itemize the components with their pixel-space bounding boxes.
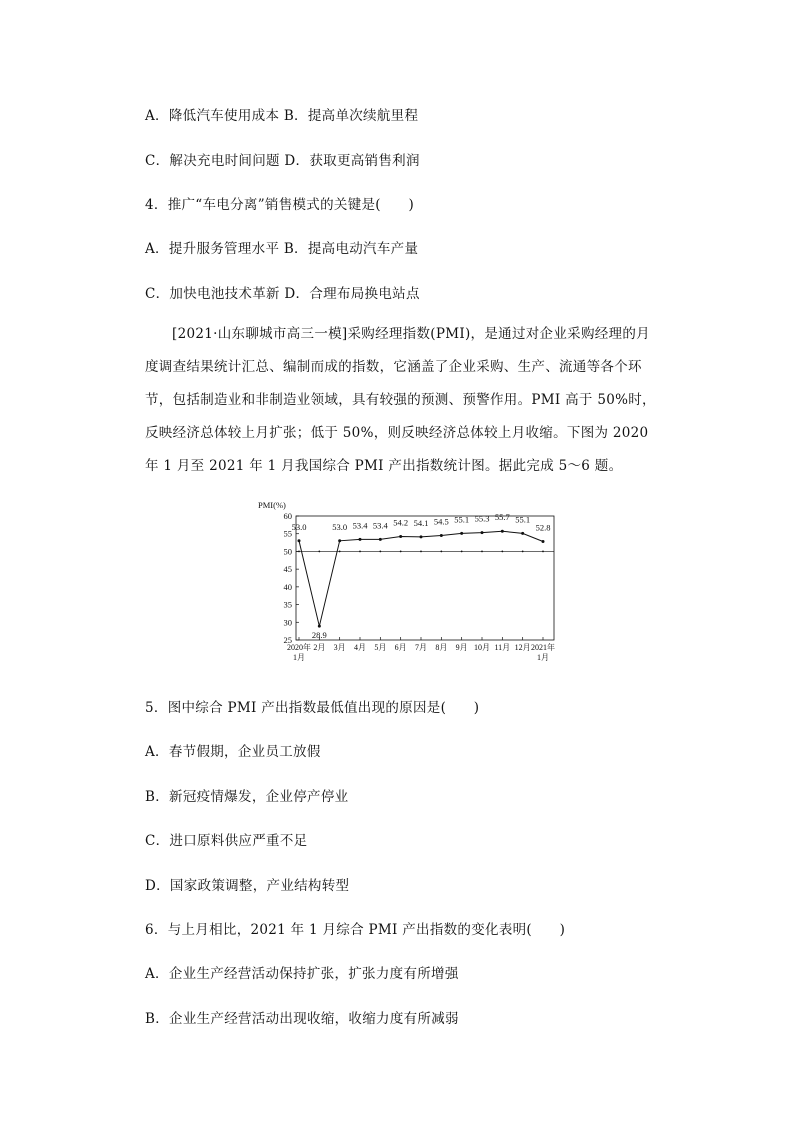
value-label: 53.0 — [332, 521, 348, 532]
q6-stem: 6．与上月相比，2021 年 1 月综合 PMI 产出指数的变化表明( ) — [145, 922, 566, 938]
reference-dot — [522, 551, 524, 553]
reference-dot — [298, 551, 300, 553]
pmi-points — [298, 530, 545, 628]
value-label: 55.3 — [474, 513, 490, 524]
q3-options-ab: A．降低汽车使用成本 B．提高单次续航里程 — [145, 108, 419, 124]
chart-ylabel: PMI(%) — [258, 500, 286, 510]
x-tick-label: 10月 — [474, 643, 490, 652]
pmi-series-line — [299, 531, 543, 626]
q5-option-a: A．春节假期，企业员工放假 — [145, 744, 321, 760]
data-point — [440, 534, 443, 537]
data-point — [501, 530, 504, 533]
value-label: 55.1 — [515, 514, 531, 525]
x-tick-label: 2021年 — [531, 643, 555, 652]
q6-option-a: A．企业生产经营活动保持扩张，扩张力度有所增强 — [145, 966, 459, 982]
y-tick-label: 45 — [283, 564, 292, 575]
reference-dot — [339, 551, 341, 553]
value-label: 28.9 — [311, 630, 327, 641]
data-point — [318, 625, 321, 628]
x-tick-label: 4月 — [354, 643, 366, 652]
y-tick-label: 35 — [283, 599, 292, 610]
q5-option-d: D．国家政策调整，产业结构转型 — [145, 878, 350, 894]
plot-frame — [296, 513, 554, 640]
x-tick-label: 8月 — [435, 643, 448, 652]
x-tick-label: 6月 — [394, 643, 407, 652]
reference-dot — [501, 551, 503, 553]
x-tick-label: 3月 — [333, 643, 346, 652]
value-label: 53.0 — [291, 521, 307, 532]
data-point — [359, 538, 362, 541]
y-tick-label: 60 — [283, 511, 292, 521]
data-point — [379, 538, 382, 541]
x-tick-label: 2020年 — [287, 643, 311, 652]
q4-stem: 4．推广“车电分离”销售模式的关键是( ) — [145, 197, 415, 213]
data-point — [460, 532, 463, 535]
y-tick-label: 55 — [283, 528, 292, 539]
value-label: 53.4 — [372, 520, 388, 531]
x-tick-label-sub: 1月 — [293, 653, 305, 662]
data-point — [521, 532, 524, 535]
q5-stem: 5．图中综合 PMI 产出指数最低值出现的原因是( ) — [145, 700, 480, 716]
x-tick-label: 12月 — [514, 643, 531, 652]
x-tick-label: 7月 — [415, 643, 427, 652]
intro-paragraph — [145, 318, 659, 483]
y-tick-label: 40 — [283, 581, 292, 592]
x-tick-label: 9月 — [455, 643, 468, 652]
data-point — [542, 540, 545, 543]
reference-dot — [542, 551, 544, 553]
reference-dot — [318, 551, 320, 553]
value-labels — [292, 512, 551, 640]
y-tick-label: 25 — [283, 635, 292, 645]
q3-options-cd: C．解决充电时间问题 D．获取更高销售利润 — [145, 153, 420, 169]
x-tick-label-sub: 1月 — [537, 653, 549, 662]
reference-dot — [440, 551, 442, 553]
value-label: 54.1 — [413, 517, 429, 528]
q4-options-cd: C．加快电池技术革新 D．合理布局换电站点 — [145, 286, 420, 302]
value-label: 53.4 — [352, 520, 368, 531]
value-label: 54.5 — [433, 516, 449, 527]
data-point — [481, 531, 484, 534]
value-label: 55.1 — [454, 514, 470, 525]
x-axis — [287, 637, 555, 662]
q5-option-c: C．进口原料供应严重不足 — [145, 833, 308, 849]
q4-options-ab: A．提升服务管理水平 B．提高电动汽车产量 — [145, 241, 419, 257]
reference-dot — [461, 551, 463, 553]
reference-dot — [359, 551, 361, 553]
data-point — [420, 535, 423, 538]
reference-dot — [420, 551, 422, 553]
pmi-chart — [258, 498, 568, 666]
x-tick-label: 5月 — [374, 643, 387, 652]
value-label: 54.2 — [393, 517, 409, 528]
data-point — [338, 539, 341, 542]
intro-text: [2021·山东聊城市高三一模]采购经理指数(PMI)，是通过对企业采购经理的月度调查结果统计汇总、编制而成的指数，它涵盖了企业采购、生产、流通等各个环节，包括制造业和非制造业领域，具有较强的预测、预警作用。PMI 高于 50%时，反映经济总体较上月扩张；低于 50%，则反映经济总体较上月收缩。下图为 2020 年 1 月至 2021 年 1 月我国综合 PMI 产出指数统计图。据此完成 5～6 题。 — [145, 326, 656, 474]
y-tick-label: 50 — [283, 546, 292, 557]
q6-option-b: B．企业生产经营活动出现收缩，收缩力度有所减弱 — [145, 1011, 459, 1027]
data-point — [399, 535, 402, 538]
q5-option-b: B．新冠疫情爆发，企业停产停业 — [145, 789, 349, 805]
reference-dot — [481, 551, 483, 553]
reference-dot — [379, 551, 381, 553]
x-tick-label: 11月 — [494, 643, 511, 652]
x-tick-label: 2月 — [313, 643, 326, 652]
value-label: 52.8 — [535, 522, 551, 533]
data-point — [298, 539, 301, 542]
value-label: 55.7 — [494, 512, 510, 523]
reference-dot — [400, 551, 402, 553]
y-tick-label: 30 — [283, 617, 292, 628]
